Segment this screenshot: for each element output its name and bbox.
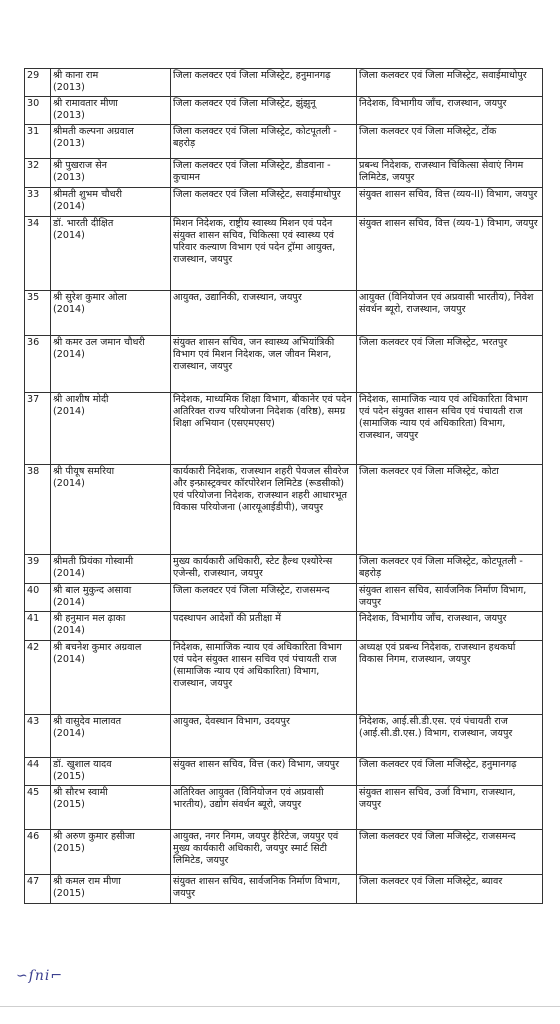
serial-number-cell: 38 (25, 465, 51, 555)
officer-name: श्री बचनेश कुमार अग्रवाल (53, 642, 142, 653)
batch-year: (2014) (53, 728, 85, 739)
table-row (25, 758, 543, 786)
officer-cell (51, 875, 171, 904)
officer-cell (51, 555, 171, 584)
officer-name: श्रीमती प्रियंका गोस्वामी (53, 556, 134, 567)
batch-year: (2014) (53, 568, 85, 579)
new-posting-cell: जिला कलक्टर एवं जिला मजिस्ट्रेट, भरतपुर (357, 336, 543, 393)
officer-name: डॉ. खुशाल यादव (53, 759, 112, 770)
officer-name: श्री सौरभ स्वामी (53, 787, 108, 798)
table-row (25, 584, 543, 612)
table-row (25, 555, 543, 584)
officer-cell (51, 336, 171, 393)
officer-name: श्री सुरेश कुमार ओला (53, 292, 127, 303)
serial-number-cell: 31 (25, 125, 51, 159)
officer-cell (51, 188, 171, 217)
officer-name: श्री वासुदेव मालावत (53, 716, 122, 727)
table-row (25, 188, 543, 217)
new-posting-cell: संयुक्त शासन सचिव, वित्त (व्यय-1) विभाग, जयपुर (357, 217, 543, 291)
batch-year: (2014) (53, 406, 85, 417)
officer-name: श्री रामावतार मीणा (53, 98, 118, 109)
new-posting-cell: जिला कलक्टर एवं जिला मजिस्ट्रेट, टोंक (357, 125, 543, 159)
batch-year: (2015) (53, 799, 85, 810)
officer-name: श्रीमती शुभम चौधरी (53, 189, 122, 200)
table-row (25, 612, 543, 641)
batch-year: (2014) (53, 597, 85, 608)
table-row (25, 715, 543, 758)
current-posting-cell: अतिरिक्त आयुक्त (विनियोजन एवं अप्रवासी भारतीय), उद्योग संवर्धन ब्यूरो, जयपुर (171, 786, 357, 830)
serial-number-cell: 37 (25, 393, 51, 465)
table-row (25, 393, 543, 465)
officer-name: श्री हनुमान मल ढ़ाका (53, 613, 126, 624)
serial-number-cell: 41 (25, 612, 51, 641)
officer-name: श्री आशीष मोदी (53, 394, 109, 405)
batch-year: (2014) (53, 625, 85, 636)
new-posting-cell: संयुक्त शासन सचिव, वित्त (व्यय-II) विभाग, जयपुर (357, 188, 543, 217)
new-posting-cell: जिला कलक्टर एवं जिला मजिस्ट्रेट, ब्यावर (357, 875, 543, 904)
new-posting-cell: जिला कलक्टर एवं जिला मजिस्ट्रेट, राजसमन्द (357, 830, 543, 875)
officer-name: डॉ. भारती दीक्षित (53, 218, 114, 229)
serial-number-cell: 32 (25, 159, 51, 188)
current-posting-cell: कार्यकारी निदेशक, राजस्थान शहरी पेयजल सीवरेज और इन्फ्रास्ट्रक्चर कॉरपोरेशन लिमिटेड (रूडसीको) एवं परियोजना निदेशक, राजस्थान शहरी आधारभूत विकास परियोजना (आरयूआईडीपी), जयपुर (171, 465, 357, 555)
table-row (25, 69, 543, 97)
new-posting-cell: जिला कलक्टर एवं जिला मजिस्ट्रेट, कोटा (357, 465, 543, 555)
batch-year: (2015) (53, 888, 85, 899)
new-posting-cell: जिला कलक्टर एवं जिला मजिस्ट्रेट, सवाईमाधोपुर (357, 69, 543, 97)
batch-year: (2015) (53, 771, 85, 782)
table-row (25, 875, 543, 904)
current-posting-cell: जिला कलक्टर एवं जिला मजिस्ट्रेट, सवाईमाधोपुर (171, 188, 357, 217)
new-posting-cell: संयुक्त शासन सचिव, उर्जा विभाग, राजस्थान, जयपुर (357, 786, 543, 830)
serial-number-cell: 34 (25, 217, 51, 291)
officer-cell (51, 217, 171, 291)
table-row (25, 159, 543, 188)
officer-cell (51, 830, 171, 875)
current-posting-cell: निदेशक, सामाजिक न्याय एवं अधिकारिता विभाग एवं पदेन संयुक्त शासन सचिव एवं पंचायती राज (सामाजिक न्याय एवं अधिकारिता) विभाग, राजस्थान, जयपुर (171, 641, 357, 715)
current-posting-cell: आयुक्त, उद्यानिकी, राजस्थान, जयपुर (171, 291, 357, 336)
serial-number-cell: 46 (25, 830, 51, 875)
table-row (25, 830, 543, 875)
officer-name: श्री काना राम (53, 70, 99, 81)
scan-edge-divider (0, 1006, 560, 1007)
new-posting-cell: जिला कलक्टर एवं जिला मजिस्ट्रेट, कोटपूतली - बहरोड़ (357, 555, 543, 584)
batch-year: (2014) (53, 304, 85, 315)
current-posting-cell: आयुक्त, नगर निगम, जयपुर हैरिटेज, जयपुर एवं मुख्य कार्यकारी अधिकारी, जयपुर स्मार्ट सिटी लिमिटेड, जयपुर (171, 830, 357, 875)
batch-year: (2015) (53, 843, 85, 854)
table-row (25, 641, 543, 715)
new-posting-cell: प्रबन्ध निदेशक, राजस्थान चिकित्सा सेवाएं निगम लिमिटेड, जयपुर (357, 159, 543, 188)
current-posting-cell: मुख्य कार्यकारी अधिकारी, स्टेट हैल्थ एश्योरेन्स एजेन्सी, राजस्थान, जयपुर (171, 555, 357, 584)
new-posting-cell: निदेशक, आई.सी.डी.एस. एवं पंचायती राज (आई.सी.डी.एस.) विभाग, राजस्थान, जयपुर (357, 715, 543, 758)
serial-number-cell: 39 (25, 555, 51, 584)
officer-cell (51, 465, 171, 555)
current-posting-cell: जिला कलक्टर एवं जिला मजिस्ट्रेट, राजसमन्द (171, 584, 357, 612)
table-row (25, 97, 543, 125)
batch-year: (2014) (53, 654, 85, 665)
officer-cell (51, 69, 171, 97)
officer-name: श्री कमर उल जमान चौधरी (53, 337, 145, 348)
current-posting-cell: संयुक्त शासन सचिव, जन स्वास्थ्य अभियांत्रिकी विभाग एवं मिशन निदेशक, जल जीवन मिशन, राजस्थान, जयपुर (171, 336, 357, 393)
batch-year: (2014) (53, 349, 85, 360)
officer-cell (51, 291, 171, 336)
batch-year: (2013) (53, 82, 85, 93)
transfer-list-table (24, 68, 543, 904)
new-posting-cell: निदेशक, विभागीय जाँच, राजस्थान, जयपुर (357, 612, 543, 641)
serial-number-cell: 29 (25, 69, 51, 97)
officer-cell (51, 393, 171, 465)
officer-cell (51, 786, 171, 830)
batch-year: (2013) (53, 138, 85, 149)
officer-name: श्री कमल राम मीणा (53, 876, 121, 887)
serial-number-cell: 44 (25, 758, 51, 786)
officer-cell (51, 97, 171, 125)
officer-name: श्री अरुण कुमार हसीजा (53, 831, 135, 842)
serial-number-cell: 35 (25, 291, 51, 336)
table-row (25, 336, 543, 393)
table-row (25, 217, 543, 291)
batch-year: (2013) (53, 172, 85, 183)
batch-year: (2014) (53, 478, 85, 489)
table-row (25, 125, 543, 159)
current-posting-cell: जिला कलक्टर एवं जिला मजिस्ट्रेट, झुंझुनू (171, 97, 357, 125)
officer-cell (51, 758, 171, 786)
officer-cell (51, 715, 171, 758)
serial-number-cell: 30 (25, 97, 51, 125)
current-posting-cell: जिला कलक्टर एवं जिला मजिस्ट्रेट, हनुमानगढ़ (171, 69, 357, 97)
officer-name: श्री पुखराज सेन (53, 160, 108, 171)
officer-name: श्रीमती कल्पना अग्रवाल (53, 126, 134, 137)
batch-year: (2014) (53, 201, 85, 212)
current-posting-cell: निदेशक, माध्यमिक शिक्षा विभाग, बीकानेर एवं पदेन अतिरिक्त राज्य परियोजना निदेशक (वरिष्ठ), समग्र शिक्षा अभियान (एसएमएसए) (171, 393, 357, 465)
serial-number-cell: 47 (25, 875, 51, 904)
officer-cell (51, 125, 171, 159)
current-posting-cell: संयुक्त शासन सचिव, सार्वजनिक निर्माण विभाग, जयपुर (171, 875, 357, 904)
serial-number-cell: 42 (25, 641, 51, 715)
serial-number-cell: 33 (25, 188, 51, 217)
table-row (25, 291, 543, 336)
new-posting-cell: जिला कलक्टर एवं जिला मजिस्ट्रेट, हनुमानगढ़ (357, 758, 543, 786)
new-posting-cell: संयुक्त शासन सचिव, सार्वजनिक निर्माण विभाग, जयपुर (357, 584, 543, 612)
officer-name: श्री पीयूष समरिया (53, 466, 115, 477)
serial-number-cell: 36 (25, 336, 51, 393)
officer-cell (51, 641, 171, 715)
current-posting-cell: पदस्थापन आदेशों की प्रतीक्षा में (171, 612, 357, 641)
new-posting-cell: निदेशक, विभागीय जाँच, राजस्थान, जयपुर (357, 97, 543, 125)
new-posting-cell: निदेशक, सामाजिक न्याय एवं अधिकारिता विभाग एवं पदेन संयुक्त शासन सचिव एवं पंचायती राज (सामाजिक न्याय एवं अधिकारिता) विभाग, राजस्थान, जयपुर (357, 393, 543, 465)
serial-number-cell: 40 (25, 584, 51, 612)
table-row (25, 465, 543, 555)
new-posting-cell: आयुक्त (विनियोजन एवं अप्रवासी भारतीय), निवेश संवर्धन ब्यूरो, राजस्थान, जयपुर (357, 291, 543, 336)
handwritten-signature: ∽ſni⌐ (16, 968, 64, 984)
batch-year: (2013) (53, 110, 85, 121)
serial-number-cell: 43 (25, 715, 51, 758)
officer-cell (51, 159, 171, 188)
current-posting-cell: मिशन निदेशक, राष्ट्रीय स्वास्थ्य मिशन एवं पदेन संयुक्त शासन सचिव, चिकित्सा एवं स्वास्थ्य एवं परिवार कल्याण विभाग एवं पदेन ट्रॉमा आयुक्त, राजस्थान, जयपुर (171, 217, 357, 291)
current-posting-cell: आयुक्त, देवस्थान विभाग, उदयपुर (171, 715, 357, 758)
officer-name: श्री बाल मुकुन्द असावा (53, 585, 132, 596)
table-row (25, 786, 543, 830)
officer-cell (51, 584, 171, 612)
officer-cell (51, 612, 171, 641)
serial-number-cell: 45 (25, 786, 51, 830)
new-posting-cell: अध्यक्ष एवं प्रबन्ध निदेशक, राजस्थान हथकर्घा विकास निगम, राजस्थान, जयपुर (357, 641, 543, 715)
table-body (25, 69, 543, 904)
current-posting-cell: जिला कलक्टर एवं जिला मजिस्ट्रेट, कोटपूतली - बहरोड़ (171, 125, 357, 159)
current-posting-cell: जिला कलक्टर एवं जिला मजिस्ट्रेट, डीडवाना - कुचामन (171, 159, 357, 188)
current-posting-cell: संयुक्त शासन सचिव, वित्त (कर) विभाग, जयपुर (171, 758, 357, 786)
batch-year: (2014) (53, 230, 85, 241)
